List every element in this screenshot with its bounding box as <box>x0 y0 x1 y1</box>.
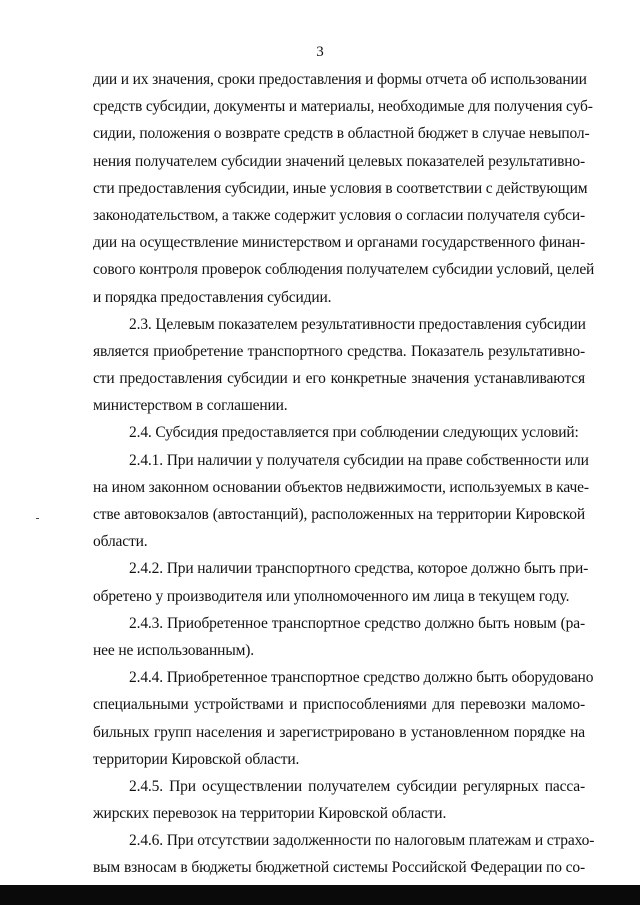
text-line: сти предоставления субсидии, иные условия в соответствии с действующим <box>93 179 588 197</box>
paragraph-2-4-1 <box>93 447 589 556</box>
text-line: 2.4.2. При наличии транспортного средства, которое должно быть при- <box>129 560 589 578</box>
paragraph-2-4-3 <box>93 610 585 664</box>
text-line: сового контроля проверок соблюдения получателем субсидии условий, целей <box>93 261 595 279</box>
paragraph-2-4 <box>93 419 585 446</box>
paragraph-2-4-4 <box>93 664 594 773</box>
text-line: нения получателем субсидии значений целевых показателей результативно- <box>93 152 585 170</box>
text-line: обретено у производителя или уполномоченного им лица в текущем году. <box>93 587 570 605</box>
text-line: нее не использованным). <box>93 641 254 659</box>
text-line: дии и их значения, сроки предоставления и формы отчета об использовании <box>93 71 587 88</box>
text-line: сидии, положения о возврате средств в областной бюджет в случае невыпол- <box>93 125 590 143</box>
text-line: 2.3. Целевым показателем результативности предоставления субсидии <box>129 315 586 333</box>
text-line: является приобретение транспортного средства. Показатель результативно- <box>93 342 585 360</box>
text-line: и порядка предоставления субсидии. <box>93 288 332 306</box>
paragraph-2-4-5 <box>93 773 585 827</box>
scan-speck <box>36 518 39 519</box>
paragraph-2-4-2 <box>93 555 589 609</box>
text-line: на ином законном основании объектов недвижимости, используемых в каче- <box>93 478 589 496</box>
paragraph-2-3 <box>93 311 585 420</box>
text-line: вым взносам в бюджеты бюджетной системы Российской Федерации по со- <box>93 859 585 877</box>
text-line: территории Кировской области. <box>93 750 300 768</box>
paragraph <box>93 66 595 311</box>
text-line: дии на осуществление министерством и органами государственного финан- <box>93 234 585 252</box>
text-line: бильных групп населения и зарегистрировано в установленном порядке на <box>93 723 585 741</box>
text-line: 2.4.6. При отсутствии задолженности по налоговым платежам и страхо- <box>129 832 595 850</box>
text-line: сти предоставления субсидии и его конкретные значения устанавливаются <box>93 370 585 388</box>
scan-edge-bar <box>0 885 640 905</box>
text-line: министерством в соглашении. <box>93 397 288 415</box>
text-line: 2.4.3. Приобретенное транспортное средство должно быть новым (ра- <box>129 614 585 632</box>
page-number: 3 <box>316 44 324 60</box>
text-line: законодательством, а также содержит условия о согласии получателя субси- <box>93 206 585 224</box>
text-line: 2.4. Субсидия предоставляется при соблюдении следующих условий: <box>129 424 579 442</box>
text-line: 2.4.5. При осуществлении получателем субсидии регулярных пасса- <box>129 777 585 795</box>
document-body <box>93 66 595 909</box>
text-line: 2.4.4. Приобретенное транспортное средство должно быть оборудовано <box>129 669 594 687</box>
text-line: средств субсидии, документы и материалы, необходимые для получения суб- <box>93 98 593 116</box>
text-line: стве автовокзалов (автостанций), расположенных на территории Кировской <box>93 506 585 523</box>
text-line: жирских перевозок на территории Кировской области. <box>93 805 447 823</box>
text-line: области. <box>93 533 148 551</box>
text-line: специальными устройствами и приспособлениями для перевозки маломо- <box>93 696 585 714</box>
text-line: 2.4.1. При наличии у получателя субсидии на праве собственности или <box>129 451 589 469</box>
